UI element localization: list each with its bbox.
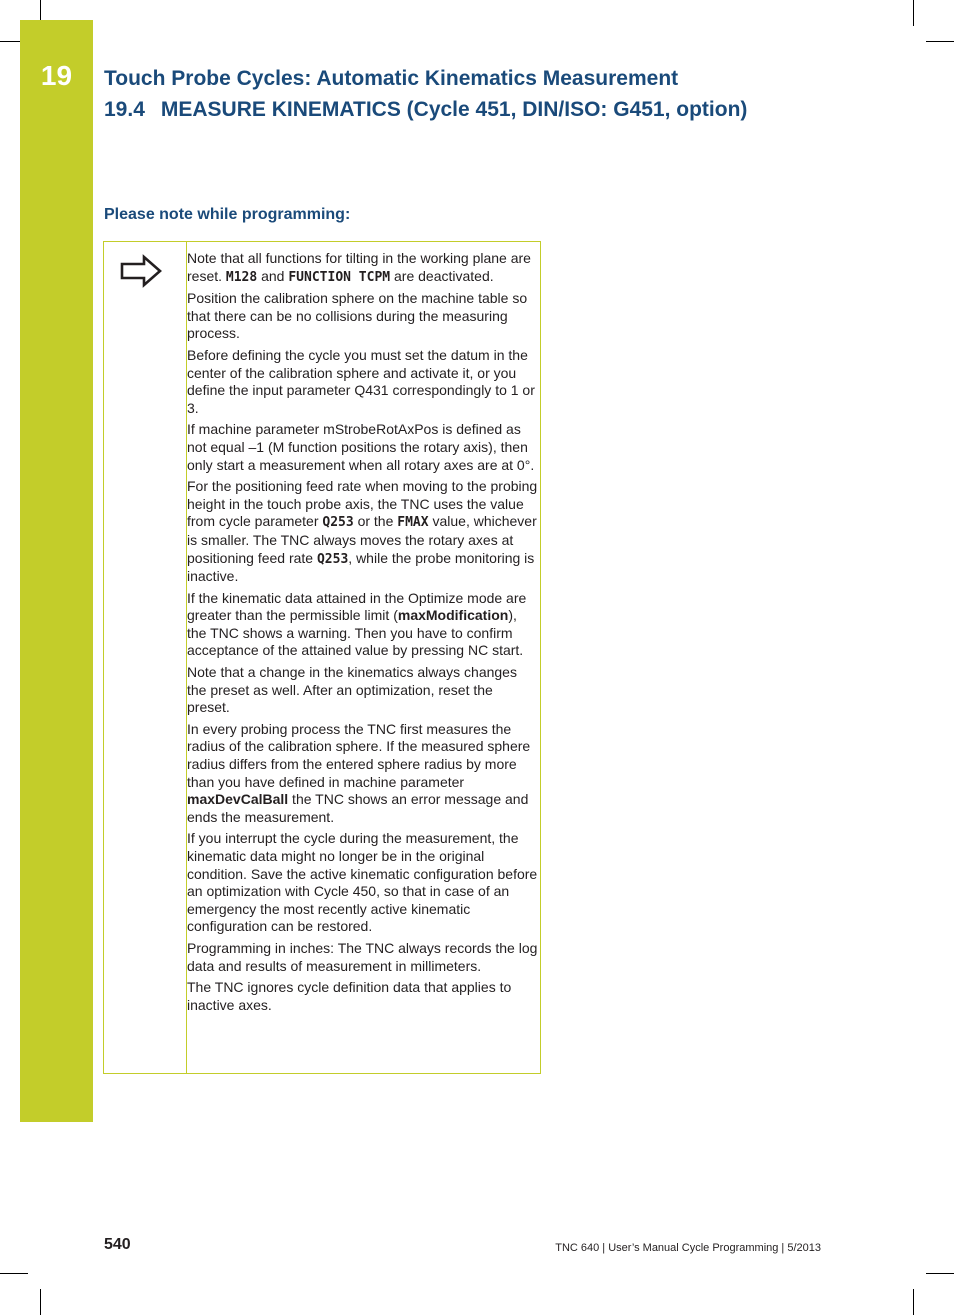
footer-publication: TNC 640 | User’s Manual Cycle Programming | 5/2013 — [555, 1242, 821, 1254]
crop-mark — [913, 1289, 914, 1315]
note-text: In every probing process the TNC first measures the radius of the calibration sphere. If the measured sphere radius differs from the entered sphere radius by more than you have defined in machine parameter — [187, 720, 531, 790]
crop-mark — [0, 1273, 28, 1274]
note-item — [187, 979, 539, 1014]
note-item — [187, 940, 539, 975]
note-text: If the kinematic data attained in the Optimize mode are greater than the permissible limit ( — [187, 589, 527, 624]
section-number: 19.4 — [104, 98, 145, 121]
notes-heading: Please note while programming: — [104, 206, 351, 223]
note-text: or the — [353, 513, 398, 530]
page-number: 540 — [104, 1236, 131, 1253]
section-title-text: MEASURE KINEMATICS (Cycle 451, DIN/ISO: G451, option) — [160, 98, 748, 121]
note-text: Before defining the cycle you must set the datum in the center of the calibration sphere and activate it, or you define the input parameter Q431 correspondingly to 1 or 3. — [187, 346, 535, 416]
crop-mark — [926, 1273, 954, 1274]
note-item — [187, 830, 539, 936]
arrow-right-icon — [120, 254, 164, 288]
note-text: The TNC ignores cycle definition data that applies to inactive axes. — [187, 979, 512, 1013]
note-text: the TNC shows an error message and ends the measurement. — [187, 791, 529, 825]
crop-mark — [913, 0, 914, 26]
note-keyword: FUNCTION TCPM — [288, 269, 391, 285]
note-keyword: FMAX — [397, 515, 429, 531]
note-item — [187, 664, 539, 717]
note-text: , while the probe monitoring is inactive. — [187, 549, 535, 585]
note-text: If machine parameter mStrobeRotAxPos is defined as not equal –1 (M function positions the rotary axis), then only start a measurement when all rotary axes are at 0°. — [187, 421, 535, 473]
note-text: Note that all functions for tilting in the working plane are reset. — [187, 250, 531, 284]
crop-mark — [926, 41, 954, 42]
note-item — [187, 250, 539, 286]
note-text: Position the calibration sphere on the machine table so that there can be no collisions during the measuring process. — [187, 290, 528, 342]
note-text: Note that a change in the kinematics always changes the preset as well. After an optimization, reset the preset. — [187, 664, 517, 716]
note-item — [187, 347, 539, 417]
crop-mark — [40, 1289, 41, 1315]
note-box — [103, 241, 541, 1074]
chapter-number: 19 — [40, 60, 73, 91]
notes-list — [187, 250, 539, 1018]
note-item — [187, 721, 539, 827]
note-text: For the positioning feed rate when moving to the probing height in the touch probe axis, the TNC uses the value from cycle parameter — [187, 478, 538, 530]
note-item — [187, 290, 539, 343]
note-keyword: Q253 — [322, 515, 354, 531]
note-text: ), the TNC shows a warning. Then you have to confirm acceptance of the attained value by pressing NC start. — [187, 607, 524, 659]
note-keyword: M128 — [225, 269, 258, 285]
chapter-sidebar — [20, 20, 93, 1122]
note-text: are deactivated. — [390, 267, 494, 284]
note-item — [187, 590, 539, 660]
note-keyword: maxDevCalBall — [187, 791, 289, 808]
note-keyword: Q253 — [316, 551, 349, 567]
note-text: If you interrupt the cycle during the measurement, the kinematic data might no longer be in the original condition. Save the active kinematic configuration before an optimization with Cycle 450, so that in case of an emergency the most recently active kinematic configuration can be restored. — [187, 830, 538, 935]
note-item — [187, 478, 539, 586]
note-keyword: maxModification — [397, 607, 509, 624]
note-text: Programming in inches: The TNC always records the log data and results of measurement in millimeters. — [187, 939, 538, 974]
note-text: value, whichever is smaller. The TNC always moves the rotary axes at positioning feed rate — [187, 513, 537, 566]
chapter-title: Touch Probe Cycles: Automatic Kinematics Measurement — [104, 67, 679, 90]
note-text: and — [257, 267, 289, 284]
note-item — [187, 421, 539, 474]
section-title — [104, 98, 747, 122]
